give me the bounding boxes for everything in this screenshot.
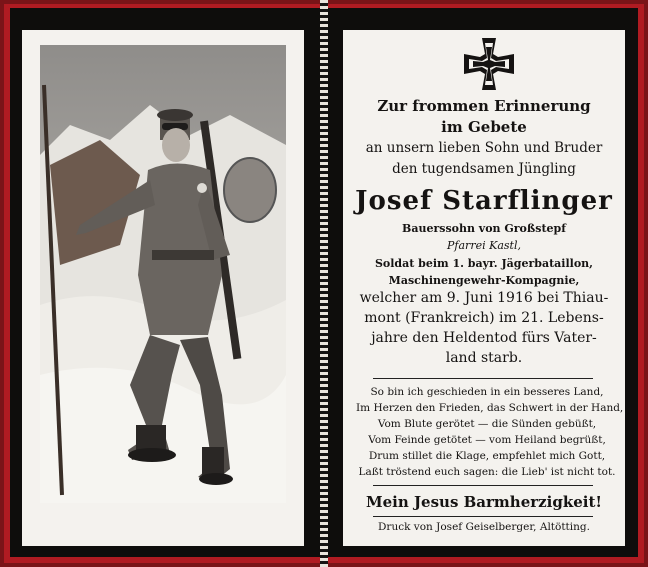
detail-line-3: Soldat beim 1. bayr. Jägerbataillon, — [374, 257, 594, 270]
detail-line-4: Maschinengewehr-Kompagnie, — [388, 274, 580, 287]
deceased-name: Josef Starflinger — [355, 186, 613, 216]
death-line-4: land starb. — [445, 350, 523, 366]
motto: Mein Jesus Barmherzigkeit! — [365, 493, 602, 511]
dedication-line-4: den tugendsamen Jüngling — [392, 161, 576, 177]
divider — [373, 378, 593, 379]
poem-line: Vom Blute gerötet — die Sünden gebüßt, — [377, 418, 597, 430]
soldier-photo — [40, 45, 286, 503]
divider — [373, 516, 593, 517]
dedication-line-3: an unsern lieben Sohn und Bruder — [365, 140, 603, 156]
detail-line-2: Pfarrei Kastl, — [447, 239, 521, 252]
poem-line: So bin ich geschieden in ein besseres Land, — [370, 386, 604, 398]
death-line-3: jahre den Heldentod fürs Vater- — [371, 330, 597, 346]
poem-line: Laßt tröstend euch sagen: die Lieb' ist nicht tot. — [358, 466, 616, 478]
card-fold — [320, 0, 328, 567]
death-line-1: welcher am 9. Juni 1916 bei Thiau- — [359, 290, 609, 306]
detail-line-1: Bauerssohn von Großstepf — [402, 222, 566, 235]
dedication-line-1: Zur frommen Erinnerung — [377, 97, 591, 115]
printer-credit: Druck von Josef Geiselberger, Altötting. — [378, 521, 590, 533]
poem-line: Im Herzen den Frieden, das Schwert in der Hand, — [356, 402, 624, 414]
death-line-2: mont (Frankreich) im 21. Lebens- — [364, 310, 604, 326]
poem-line: Vom Feinde getötet — vom Heiland begrüßt, — [368, 434, 606, 446]
iron-cross-icon — [462, 36, 516, 92]
divider — [373, 485, 593, 486]
dedication-line-2: im Gebete — [441, 118, 527, 136]
poem-line: Drum stillet die Klage, empfehlet mich Gott, — [368, 450, 606, 462]
